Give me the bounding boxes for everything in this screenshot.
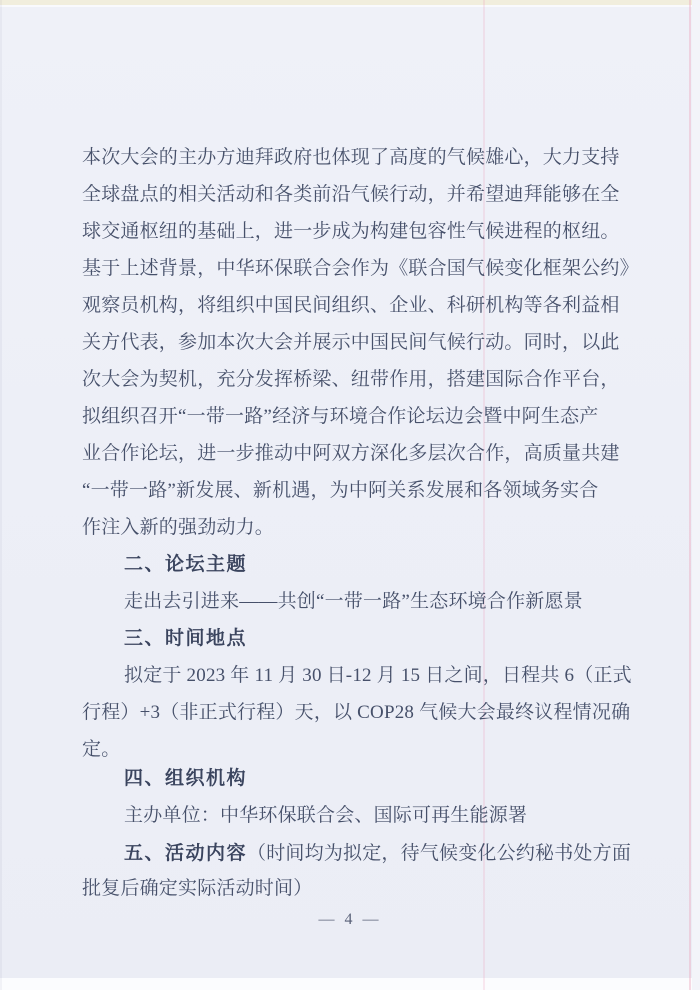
text-line: 次大会为契机，充分发挥桥梁、纽带作用，搭建国际合作平台，: [82, 369, 620, 390]
section-heading-activities-line: [124, 842, 631, 866]
text-line: 全球盘点的相关活动和各类前沿气候行动，并希望迪拜能够在全: [82, 184, 620, 205]
activities-note-part1: （时间均为拟定，待气候变化公约秘书处方面: [247, 843, 632, 864]
scan-edge-left: [0, 0, 2, 990]
text-line: 关方代表，参加本次大会并展示中国民间气候行动。同时，以此: [82, 332, 620, 353]
text-line: 球交通枢纽的基础上，进一步成为构建包容性气候进程的枢纽。: [82, 221, 620, 242]
section-heading-activities: 五、活动内容: [124, 843, 248, 864]
scan-edge-right: [692, 0, 700, 990]
text-line: 业合作论坛，进一步推动中阿双方深化多层次合作，高质量共建: [82, 443, 620, 464]
text-line: 观察员机构，将组织中国民间组织、企业、科研机构等各利益相: [82, 295, 620, 316]
scan-artifact-pink-line: [689, 0, 691, 990]
text-line: 作注入新的强劲动力。: [82, 517, 275, 538]
text-line: 定。: [82, 739, 121, 760]
forum-theme-text: 走出去引进来——共创“一带一路”生态环境合作新愿景: [124, 591, 583, 612]
text-line: “一带一路”新发展、新机遇，为中阿关系发展和各领域务实合: [82, 480, 599, 501]
scan-edge-top: [0, 0, 700, 5]
scan-edge-bottom: [0, 978, 700, 990]
text-line: 本次大会的主办方迪拜政府也体现了高度的气候雄心，大力支持: [82, 147, 620, 168]
text-line: 行程）+3（非正式行程）天，以 COP28 气候大会最终议程情况确: [82, 702, 631, 723]
organizer-text: 主办单位：中华环保联合会、国际可再生能源署: [124, 805, 528, 826]
text-line: 基于上述背景，中华环保联合会作为《联合国气候变化框架公约》: [82, 258, 639, 279]
activities-note-part2: 批复后确定实际活动时间）: [82, 878, 313, 899]
section-heading-forum-theme: 二、论坛主题: [124, 554, 248, 575]
section-heading-organizers: 四、组织机构: [124, 768, 248, 789]
text-line: 拟组织召开“一带一路”经济与环境合作论坛边会暨中阿生态产: [82, 406, 599, 427]
text-line: 拟定于 2023 年 11 月 30 日-12 月 15 日之间，日程共 6（正式: [124, 665, 632, 686]
section-heading-time-place: 三、时间地点: [124, 628, 248, 649]
page-number: — 4 —: [318, 911, 382, 928]
